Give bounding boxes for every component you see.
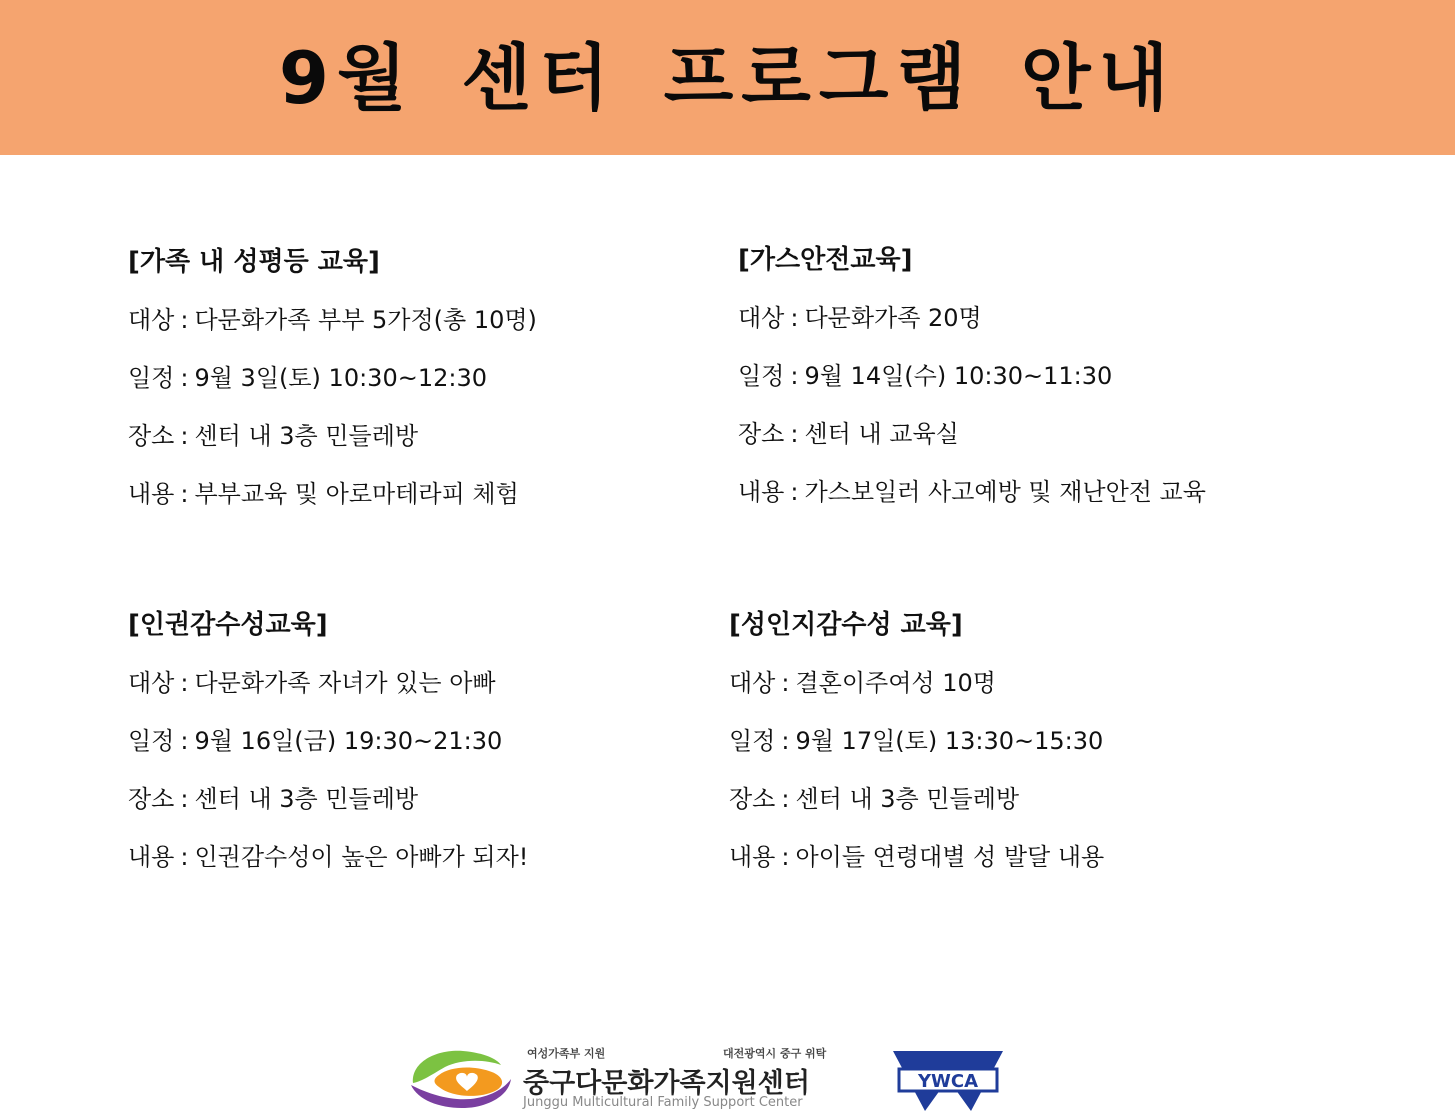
row-value: 9월 14일(수) 10:30~11:30: [804, 362, 1113, 390]
row-value: 센터 내 3층 민들레방: [795, 785, 1020, 813]
row-value: 다문화가족 부부 5가정(총 10명): [194, 306, 537, 334]
row-value: 부부교육 및 아로마테라피 체험: [194, 480, 519, 508]
row-separator: :: [180, 422, 189, 450]
row-label: 장소: [128, 785, 175, 813]
row-value: 센터 내 3층 민들레방: [194, 422, 419, 450]
row-separator: :: [180, 727, 189, 755]
row-value: 가스보일러 사고예방 및 재난안전 교육: [804, 478, 1206, 506]
program-row-content: [128, 474, 537, 532]
row-value: 센터 내 3층 민들레방: [194, 785, 419, 813]
program-title: [인권감수성교육]: [128, 610, 328, 640]
program-title: [성인지감수성 교육]: [729, 610, 963, 640]
sponsor-right-text: 대전광역시 중구 위탁: [723, 1047, 827, 1060]
row-label: 내용: [128, 843, 175, 871]
row-label: 내용: [729, 843, 776, 871]
row-separator: :: [790, 420, 799, 448]
row-separator: :: [781, 843, 790, 871]
row-value: 인권감수성이 높은 아빠가 되자!: [194, 843, 529, 871]
sponsor-left-text: 여성가족부 지원: [527, 1047, 606, 1060]
row-separator: :: [781, 727, 790, 755]
row-separator: :: [781, 669, 790, 697]
row-label: 장소: [128, 422, 175, 450]
program-row-place: [128, 416, 537, 474]
row-label: 대상: [128, 306, 175, 334]
row-label: 대상: [729, 669, 776, 697]
program-block: [128, 605, 528, 895]
row-label: 내용: [738, 478, 785, 506]
row-label: 일정: [738, 362, 785, 390]
program-block: [738, 240, 1206, 530]
row-value: 9월 3일(토) 10:30~12:30: [194, 364, 487, 392]
footer-logo: [405, 1043, 1005, 1115]
program-title: [가족 내 성평등 교육]: [128, 247, 380, 277]
row-separator: :: [180, 364, 189, 392]
row-value: 센터 내 교육실: [804, 420, 959, 448]
row-separator: :: [180, 785, 189, 813]
program-row-place: [738, 414, 1206, 472]
row-value: 9월 16일(금) 19:30~21:30: [194, 727, 503, 755]
program-row-schedule: [729, 721, 1104, 779]
row-separator: :: [790, 304, 799, 332]
row-label: 대상: [738, 304, 785, 332]
program-title: [가스안전교육]: [738, 245, 913, 275]
program-row-content: [729, 837, 1104, 895]
program-row-target: [738, 298, 1206, 356]
program-block: [729, 605, 1104, 895]
row-value: 결혼이주여성 10명: [795, 669, 996, 697]
row-separator: :: [180, 669, 189, 697]
row-separator: :: [180, 306, 189, 334]
row-value: 아이들 연령대별 성 발달 내용: [795, 843, 1105, 871]
program-row-content: [128, 837, 528, 895]
row-separator: :: [781, 785, 790, 813]
center-logo-icon: [405, 1045, 515, 1111]
ywca-logo-icon: [893, 1049, 1003, 1111]
program-row-place: [128, 779, 528, 837]
program-row-schedule: [128, 721, 528, 779]
program-row-place: [729, 779, 1104, 837]
row-value: 다문화가족 자녀가 있는 아빠: [194, 669, 496, 697]
center-name-english: Junggu Multicultural Family Support Center: [523, 1095, 803, 1110]
row-separator: :: [790, 362, 799, 390]
center-name: 중구다문화가족지원센터: [523, 1068, 810, 1099]
row-label: 일정: [729, 727, 776, 755]
row-separator: :: [180, 843, 189, 871]
program-row-schedule: [128, 358, 537, 416]
page-title: 9월 센터 프로그램 안내: [278, 35, 1177, 120]
header-banner: [0, 0, 1455, 155]
program-row-content: [738, 472, 1206, 530]
program-row-target: [128, 663, 528, 721]
program-row-schedule: [738, 356, 1206, 414]
program-block: [128, 242, 537, 532]
row-label: 장소: [729, 785, 776, 813]
program-row-target: [729, 663, 1104, 721]
row-separator: :: [180, 480, 189, 508]
program-row-target: [128, 300, 537, 358]
row-label: 일정: [128, 364, 175, 392]
row-value: 다문화가족 20명: [804, 304, 982, 332]
row-separator: :: [790, 478, 799, 506]
row-value: 9월 17일(토) 13:30~15:30: [795, 727, 1104, 755]
row-label: 내용: [128, 480, 175, 508]
row-label: 일정: [128, 727, 175, 755]
ywca-logo-text: YWCA: [917, 1071, 979, 1092]
row-label: 장소: [738, 420, 785, 448]
row-label: 대상: [128, 669, 175, 697]
